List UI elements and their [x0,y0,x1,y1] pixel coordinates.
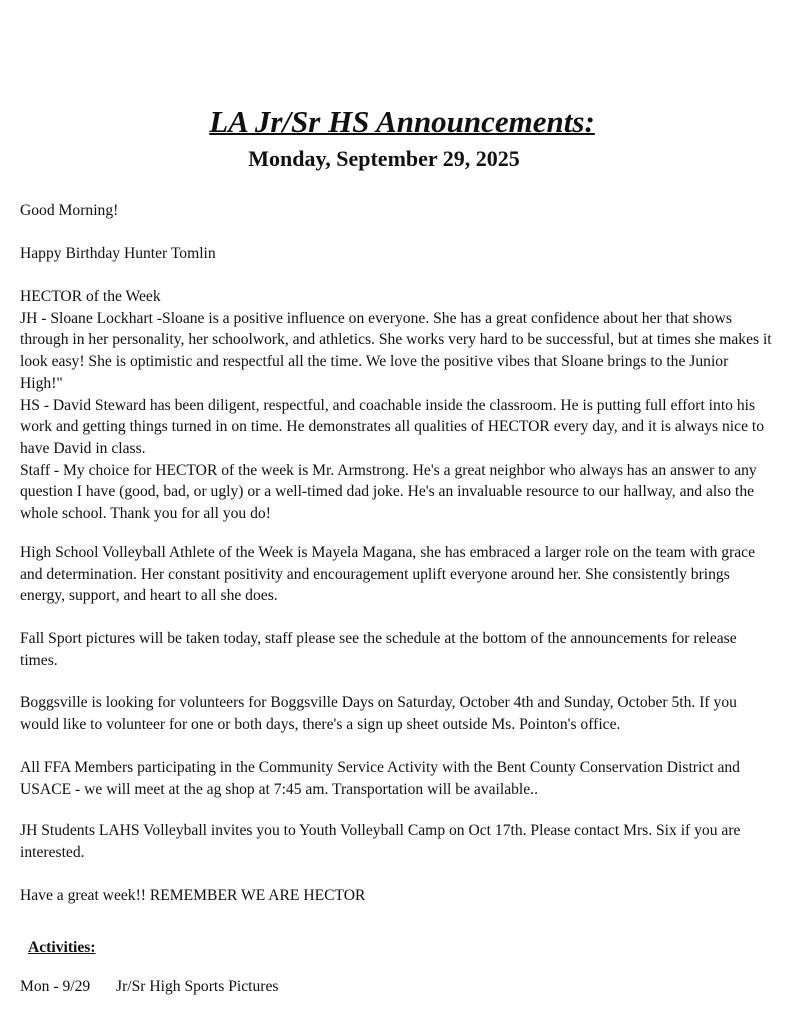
announcement-paragraph [20,243,216,265]
paragraph-line: Staff - My choice for HECTOR of the week is Mr. Armstrong. He's a great neighbor who always has an answer to any [20,461,757,479]
paragraph-line: energy, support, and heart to all she does. [20,587,278,605]
announcement-paragraph [20,820,740,863]
paragraph-line: Fall Sport pictures will be taken today, staff please see the schedule at the bottom of the announcements for release [20,630,737,647]
activity-date: Mon - 9/29 [20,978,91,995]
paragraph-line: JH Students LAHS Volleyball invites you to Youth Volleyball Camp on Oct 17th. Please contact Mrs. Six if you are [20,822,741,839]
paragraph-line: question I have (good, bad, or ugly) or a well-timed dad joke. He's an invaluable resource to our hallway, and also the [20,483,755,501]
paragraph-line: HS - David Steward has been diligent, respectful, and coachable inside the classroom. He is putting full effort into his [20,396,756,414]
paragraph-line: High School Volleyball Athlete of the Week is Mayela Magana, she has embraced a larger role on the team with grace [20,544,756,561]
announcement-paragraph [20,542,755,607]
paragraph-line: would like to volunteer for one or both days, there's a sign up sheet outside Ms. Pointon's office. [20,715,621,733]
activity-item [20,978,278,996]
paragraph-line: look easy! She is optimistic and respectful all the time. We love the positive vibes that Sloane brings to the Junior [20,353,729,371]
paragraph-line: times. [20,651,58,669]
paragraph-line: Happy Birthday Hunter Tomlin [20,245,216,262]
paragraph-line: High!" [20,374,63,392]
announcement-paragraph [20,286,772,525]
paragraph-line: whole school. Thank you for all you do! [20,505,271,523]
paragraph-line: Boggsville is looking for volunteers for Boggsville Days on Saturday, October 4th and Sunday, October 5th. If you [20,694,737,711]
announcement-paragraph [20,885,365,907]
activities-heading: Activities: [28,939,96,956]
paragraph-line: work and getting things turned in on time. He demonstrates all qualities of HECTOR every day, and it is always nice to [20,418,765,436]
paragraph-line: interested. [20,843,85,861]
announcement-date: Monday, September 29, 2025 [248,146,520,171]
paragraph-line: through in her personality, her schoolwork, and athletics. She works very hard to be successful, but at times she makes it [20,331,772,349]
activity-event: Jr/Sr High Sports Pictures [116,978,279,995]
announcement-paragraph [20,692,737,735]
paragraph-line: JH - Sloane Lockhart -Sloane is a positive influence on everyone. She has a great confidence about her that shows [20,309,732,327]
announcement-paragraph [20,200,118,222]
paragraph-line: Good Morning! [20,202,119,219]
paragraph-line: and determination. Her constant positivity and encouragement uplift everyone around her. She consistently brings [20,565,730,583]
announcement-paragraph [20,628,737,671]
announcement-paragraph [20,757,740,800]
paragraph-line: All FFA Members participating in the Community Service Activity with the Bent County Conservation District and [20,759,740,776]
paragraph-line: USACE - we will meet at the ag shop at 7:45 am. Transportation will be available.. [20,780,538,798]
paragraph-line: HECTOR of the Week [20,288,161,305]
page-title: LA Jr/Sr HS Announcements: [209,104,595,139]
paragraph-line: have David in class. [20,439,146,457]
paragraph-line: Have a great week!! REMEMBER WE ARE HECTOR [20,887,366,904]
